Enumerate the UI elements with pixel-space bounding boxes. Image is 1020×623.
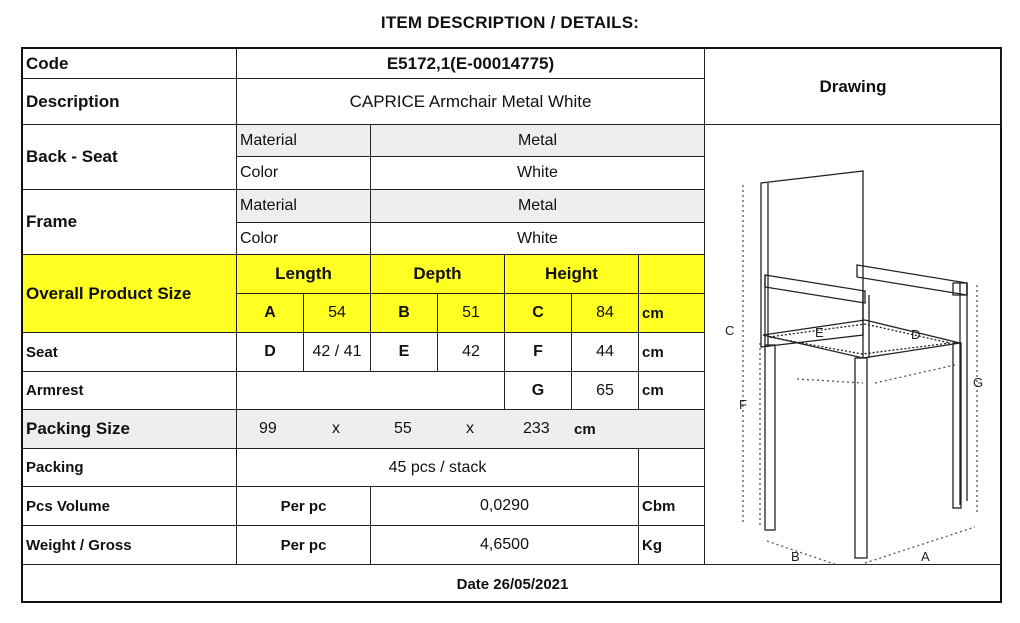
chair-backrest bbox=[761, 171, 863, 347]
back-seat-color-label: Color bbox=[237, 157, 371, 190]
description-value: CAPRICE Armchair Metal White bbox=[237, 79, 705, 125]
frame-material-value: Metal bbox=[371, 190, 705, 223]
dim-e-label: E bbox=[371, 333, 438, 372]
pcs-volume-unit: Cbm bbox=[639, 487, 705, 526]
dim-c-label: C bbox=[505, 294, 572, 333]
pcs-volume-per: Per pc bbox=[237, 487, 371, 526]
seat-unit: cm bbox=[639, 333, 705, 372]
drawing-label-d: D bbox=[911, 327, 921, 342]
packing-size-row bbox=[237, 410, 705, 449]
overall-size-label: Overall Product Size bbox=[23, 255, 237, 333]
frame-color-label: Color bbox=[237, 223, 371, 255]
packing-x2: x bbox=[466, 420, 474, 437]
drawing-label-f: F bbox=[739, 397, 747, 412]
chair-front-left-leg bbox=[765, 345, 775, 530]
packing-width: 55 bbox=[394, 420, 412, 437]
dim-f-label: F bbox=[505, 333, 572, 372]
pcs-volume-label: Pcs Volume bbox=[23, 487, 237, 526]
document-title: ITEM DESCRIPTION / DETAILS: bbox=[380, 13, 640, 32]
back-seat-label: Back - Seat bbox=[23, 125, 237, 190]
dim-a-value: 54 bbox=[304, 294, 371, 333]
packing-value: 45 pcs / stack bbox=[237, 449, 639, 487]
overall-unit: cm bbox=[639, 294, 705, 333]
dim-g-label: G bbox=[505, 372, 572, 410]
packing-blank bbox=[639, 449, 705, 487]
description-label: Description bbox=[23, 79, 237, 125]
drawing-area bbox=[705, 125, 1002, 565]
dim-e-value: 42 bbox=[438, 333, 505, 372]
back-seat-color-value: White bbox=[371, 157, 705, 190]
drawing-label-c: C bbox=[725, 323, 735, 338]
height-header: Height bbox=[505, 255, 639, 294]
dim-d-value: 42 / 41 bbox=[304, 333, 371, 372]
frame-color-value: White bbox=[371, 223, 705, 255]
seat-label: Seat bbox=[23, 333, 237, 372]
dim-b-label: B bbox=[371, 294, 438, 333]
drawing-label-b: B bbox=[791, 549, 800, 564]
packing-height: 233 bbox=[523, 420, 550, 437]
packing-size-label: Packing Size bbox=[23, 410, 237, 449]
chair-drawing bbox=[705, 125, 1002, 565]
weight-value: 4,6500 bbox=[371, 526, 639, 565]
weight-label: Weight / Gross bbox=[23, 526, 237, 565]
frame-label: Frame bbox=[23, 190, 237, 255]
dim-f-value: 44 bbox=[572, 333, 639, 372]
packing-unit: cm bbox=[574, 420, 596, 438]
length-header: Length bbox=[237, 255, 371, 294]
details-table bbox=[21, 47, 1002, 603]
armrest-label: Armrest bbox=[23, 372, 237, 410]
depth-header: Depth bbox=[371, 255, 505, 294]
dim-g-value: 65 bbox=[572, 372, 639, 410]
packing-x1: x bbox=[332, 420, 340, 437]
back-seat-material-value: Metal bbox=[371, 125, 705, 157]
date-footer: Date 26/05/2021 bbox=[456, 575, 569, 593]
drawing-label-g: G bbox=[973, 375, 984, 390]
dim-b-value: 51 bbox=[438, 294, 505, 333]
weight-per: Per pc bbox=[237, 526, 371, 565]
weight-unit: Kg bbox=[639, 526, 705, 565]
frame-material-label: Material bbox=[237, 190, 371, 223]
dim-a-label: A bbox=[237, 294, 304, 333]
chair-front-right-leg bbox=[855, 358, 867, 558]
chair-left-armrest bbox=[765, 275, 865, 303]
packing-length: 99 bbox=[259, 420, 277, 437]
drawing-label-a: A bbox=[921, 549, 930, 564]
dim-c-value: 84 bbox=[572, 294, 639, 333]
back-seat-material-label: Material bbox=[237, 125, 371, 157]
pcs-volume-value: 0,0290 bbox=[371, 487, 639, 526]
armrest-unit: cm bbox=[639, 372, 705, 410]
dim-d-label: D bbox=[237, 333, 304, 372]
code-value: E5172,1(E-00014775) bbox=[237, 49, 705, 79]
drawing-label: Drawing bbox=[705, 49, 1002, 125]
armrest-blank bbox=[237, 372, 505, 410]
code-label: Code bbox=[23, 49, 237, 79]
chair-right-armrest bbox=[857, 265, 967, 295]
packing-label: Packing bbox=[23, 449, 237, 487]
drawing-label-e: E bbox=[815, 325, 824, 340]
overall-blank-cell bbox=[639, 255, 705, 294]
